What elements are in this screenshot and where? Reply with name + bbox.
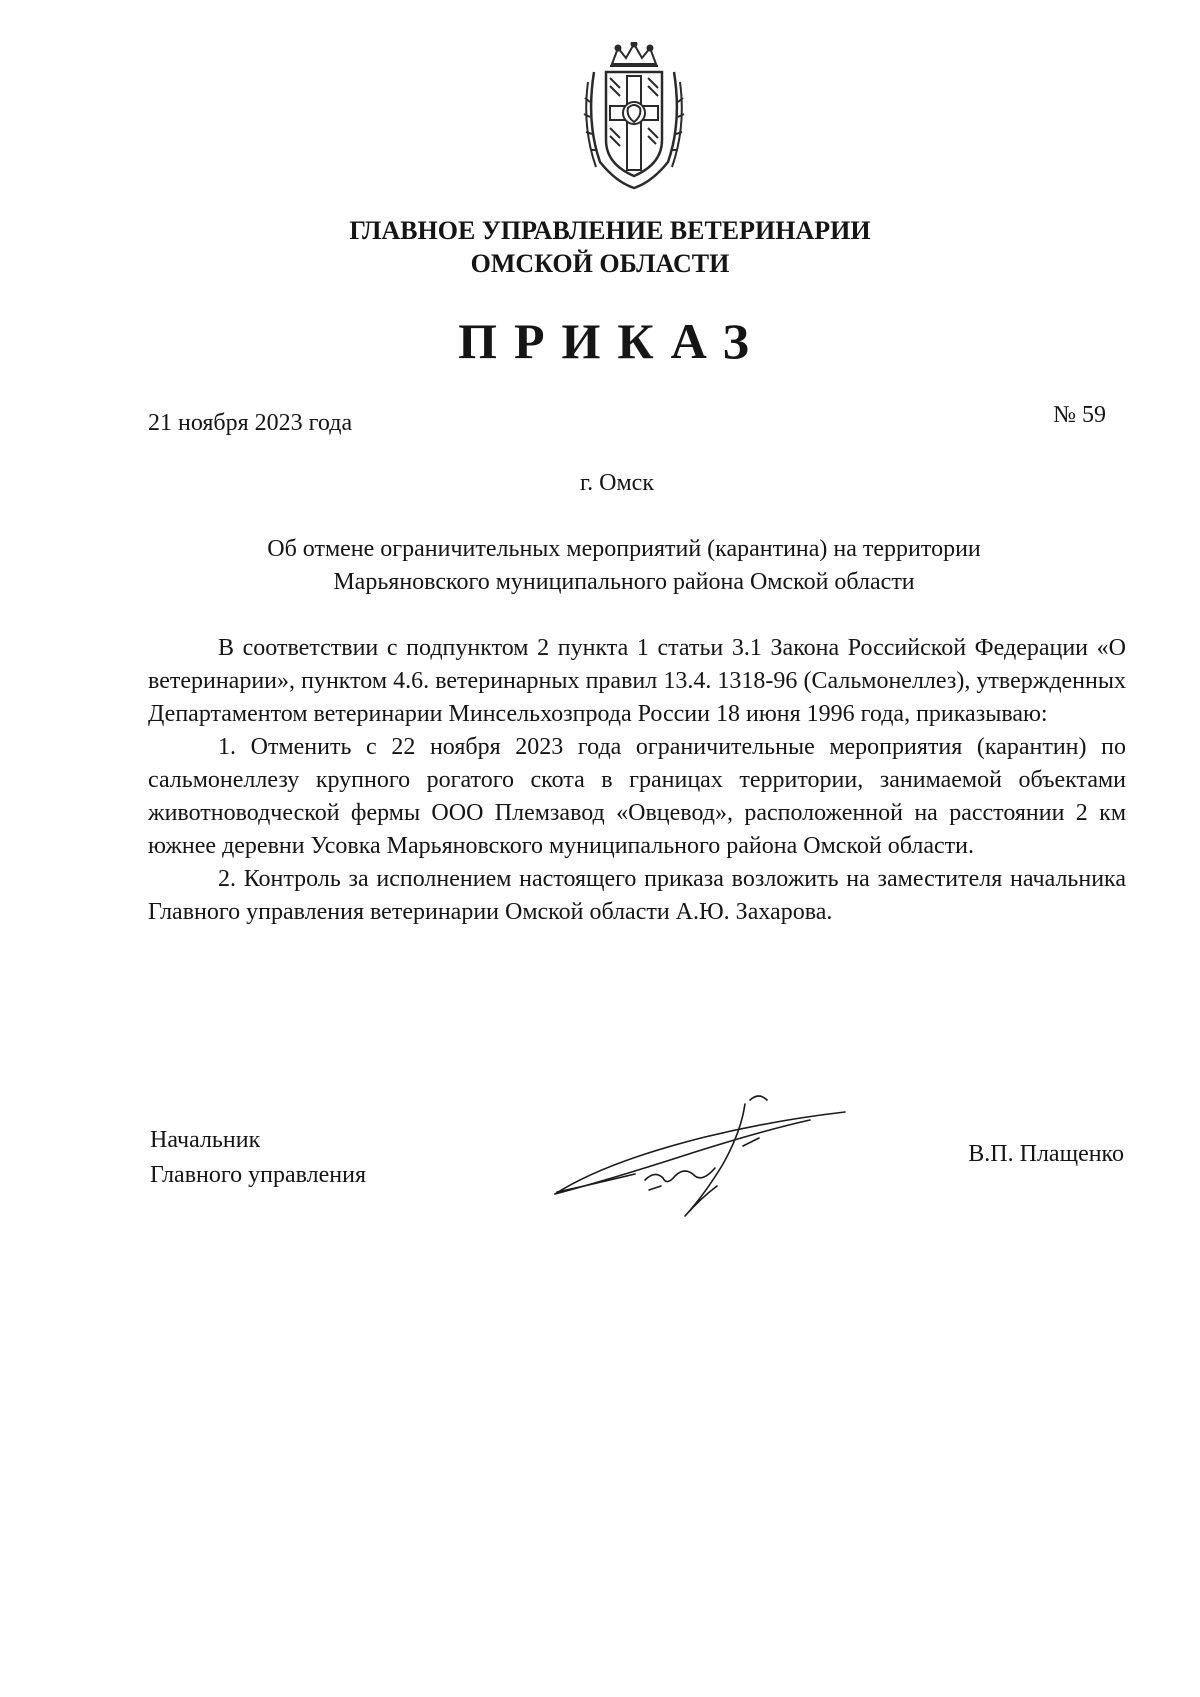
- signatory-position-line-1: Начальник: [150, 1127, 261, 1153]
- subject-line-2: Марьяновского муниципального района Омской области: [333, 569, 915, 595]
- subject-line-1: Об отмене ограничительных мероприятий (карантина) на территории: [267, 536, 981, 562]
- order-item-1: 1. Отменить с 22 ноября 2023 года ограничительные мероприятия (карантин) по сальмонеллезу крупного рогатого скота в границах территории, занимаемой объектами животноводческой фермы ООО Племзавод «Овцевод», расположенной на расстоянии 2 км южнее деревни Усовка Марьяновского муниципального района Омской области.: [148, 734, 1126, 859]
- organization-line-2: ОМСКОЙ ОБЛАСТИ: [470, 249, 730, 278]
- signatory-name: В.П. Плащенко: [968, 1141, 1124, 1167]
- document-number: № 59: [1053, 402, 1106, 428]
- preamble-paragraph: В соответствии с подпунктом 2 пункта 1 статьи 3.1 Закона Российской Федерации «О ветеринарии», пунктом 4.6. ветеринарных правил 13.4. 1318-96 (Сальмонеллез), утвержденных Департаментом ветеринарии Минсельхозпрода России 18 июня 1996 года, приказываю:: [148, 635, 1126, 727]
- handwritten-signature: [545, 1082, 865, 1222]
- organization-name: [0, 214, 1200, 280]
- order-item-2: 2. Контроль за исполнением настоящего приказа возложить на заместителя начальника Главного управления ветеринарии Омской области А.Ю. Захарова.: [148, 866, 1126, 925]
- document-body: [148, 632, 1126, 929]
- omsk-coat-of-arms-icon: [582, 42, 686, 192]
- document-title: ПРИКАЗ: [458, 313, 766, 369]
- signatory-position-line-2: Главного управления: [150, 1162, 366, 1188]
- document-date: 21 ноября 2023 года: [148, 410, 353, 436]
- organization-line-1: ГЛАВНОЕ УПРАВЛЕНИЕ ВЕТЕРИНАРИИ: [349, 216, 871, 245]
- signatory-position: [150, 1123, 366, 1193]
- document-subject: [0, 533, 1200, 599]
- document-city: г. Омск: [580, 470, 654, 496]
